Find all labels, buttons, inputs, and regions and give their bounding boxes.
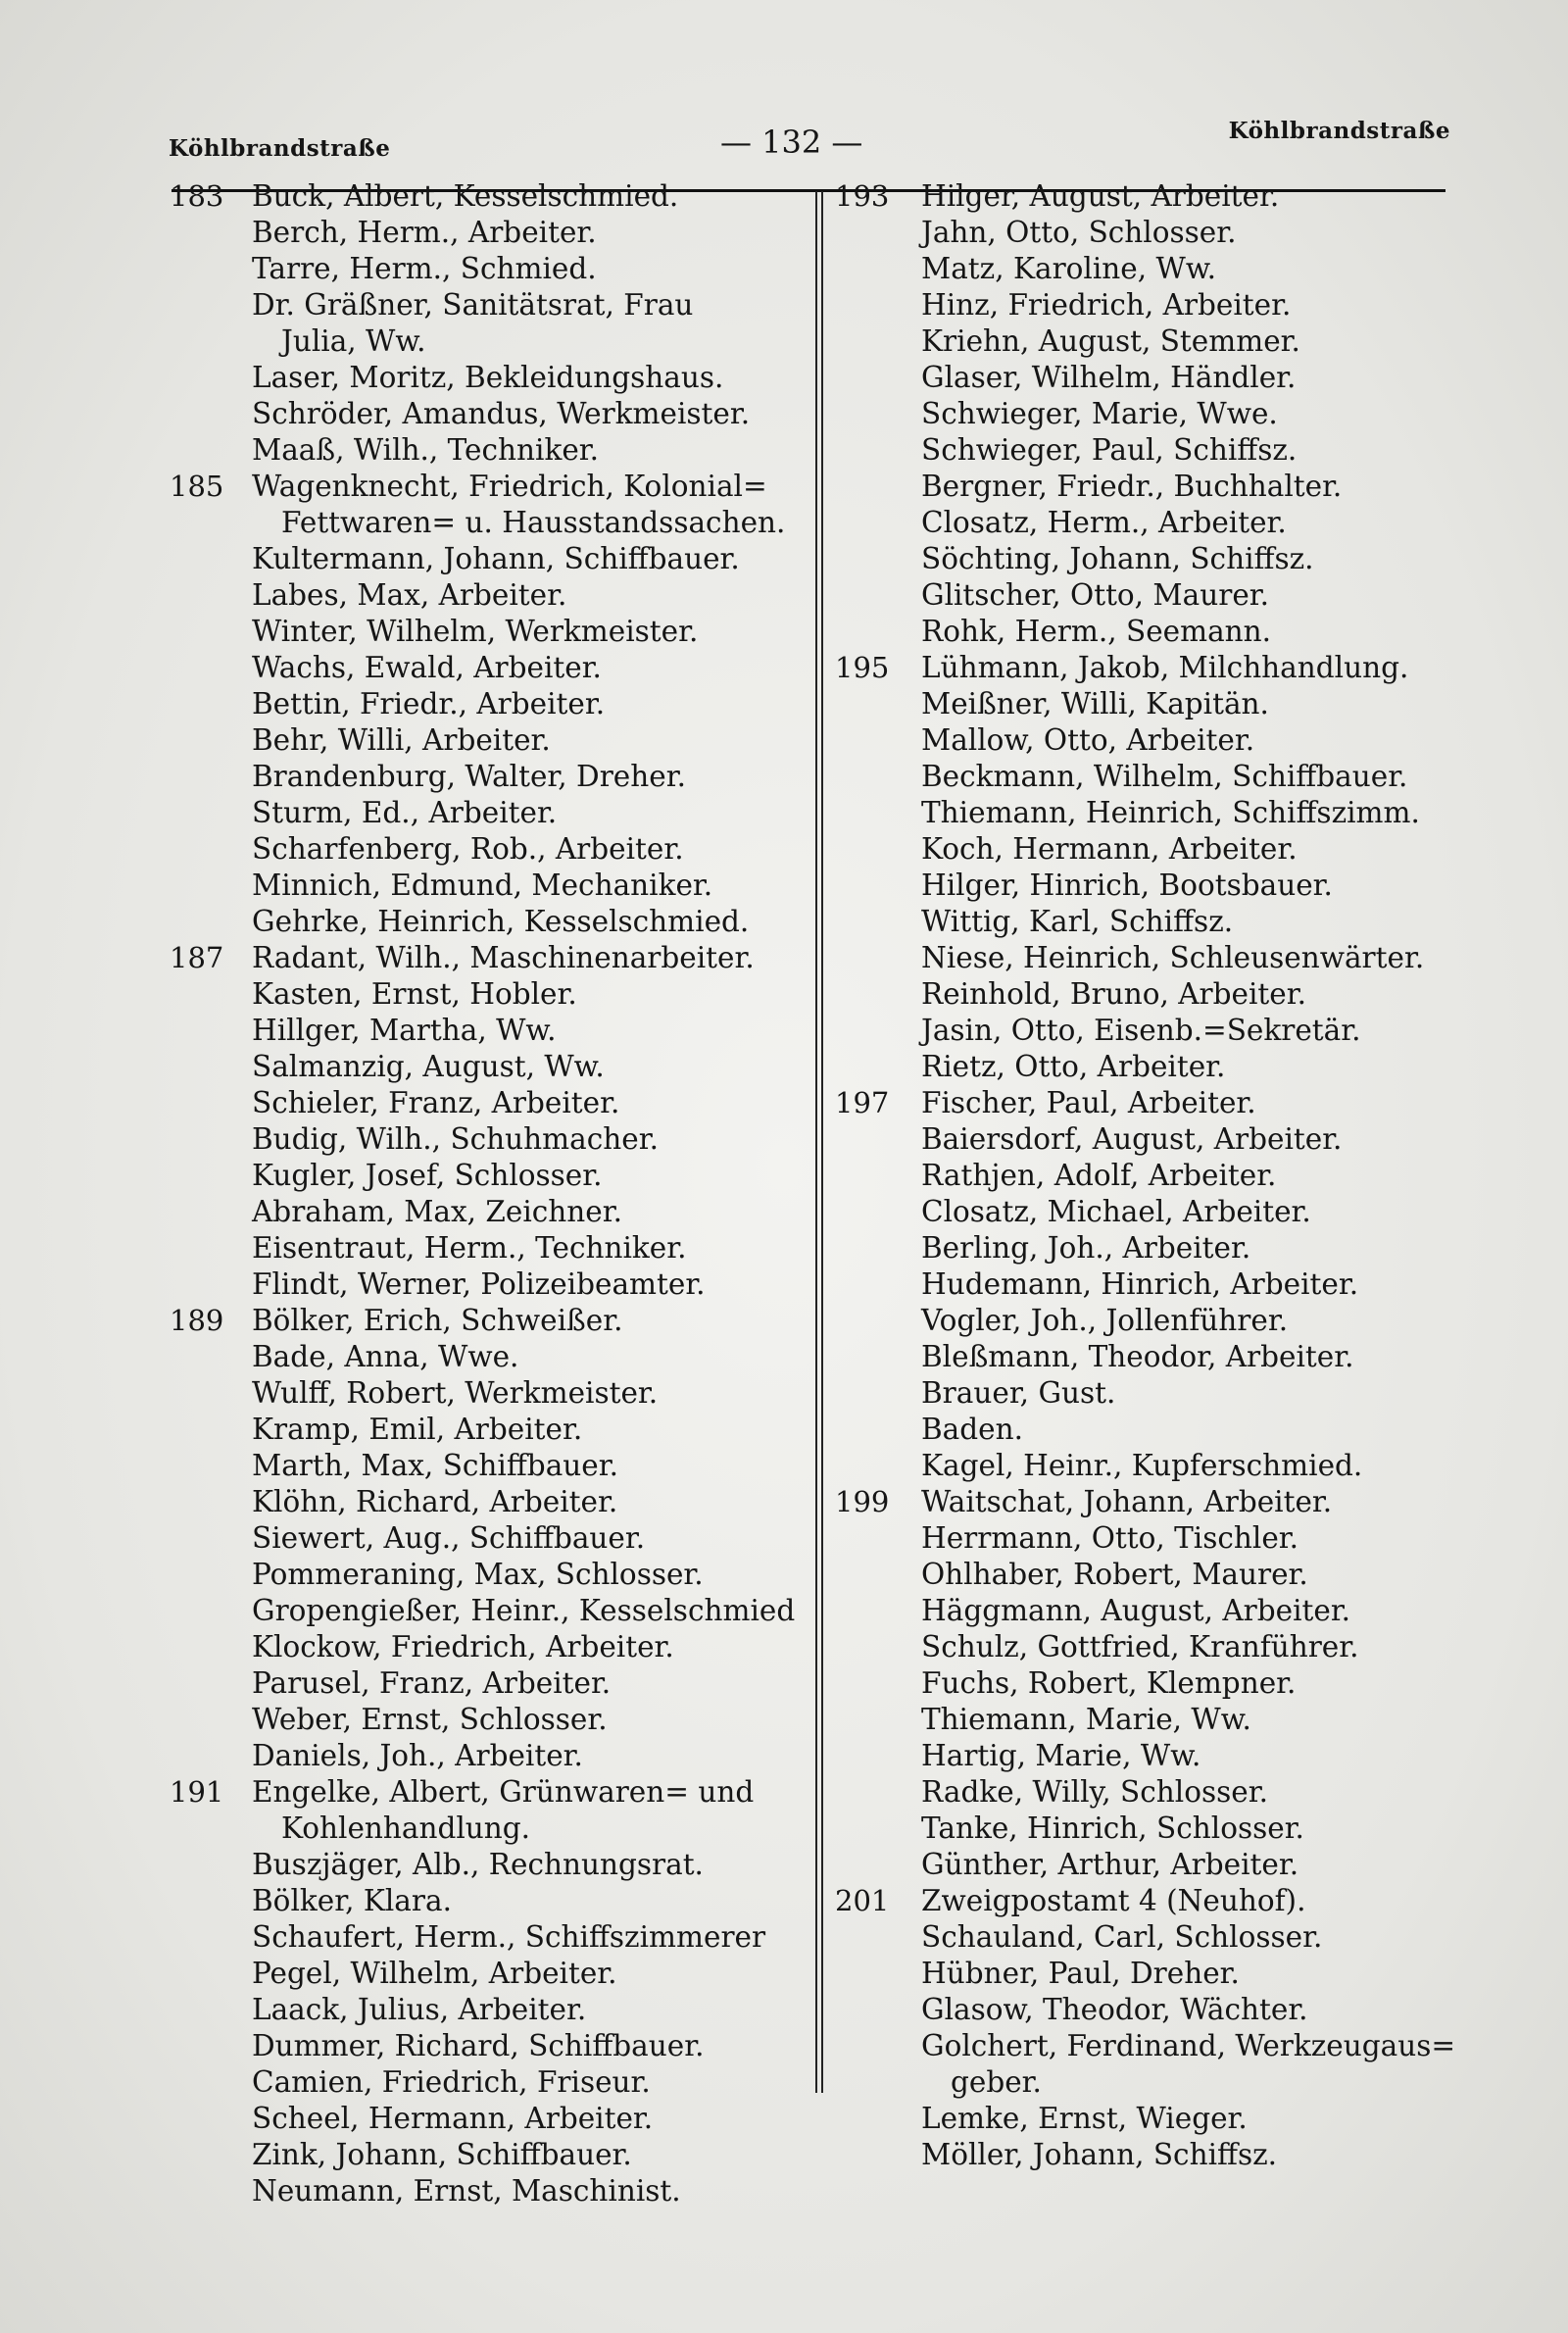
- resident-entry: Koch, Hermann, Arbeiter.: [921, 832, 1298, 866]
- house-number: 195: [835, 651, 890, 684]
- resident-entry: Minnich, Edmund, Mechaniker.: [252, 869, 713, 902]
- house-number: 185: [170, 470, 224, 503]
- resident-entry: Klockow, Friedrich, Arbeiter.: [252, 1630, 674, 1663]
- resident-entry: Hinz, Friedrich, Arbeiter.: [921, 288, 1292, 322]
- directory-entry: [831, 469, 1458, 505]
- directory-entry: [162, 1303, 813, 1339]
- directory-entry: [162, 396, 813, 432]
- resident-entry: Buck, Albert, Kesselschmied.: [252, 179, 679, 213]
- resident-entry: Matz, Karoline, Ww.: [921, 252, 1216, 285]
- resident-entry: Glaser, Wilhelm, Händler.: [921, 361, 1297, 394]
- resident-entry: Hartig, Marie, Ww.: [921, 1739, 1201, 1772]
- resident-entry: Rohk, Herm., Seemann.: [921, 615, 1272, 648]
- directory-entry: [162, 614, 813, 650]
- resident-entry: Berling, Joh., Arbeiter.: [921, 1231, 1251, 1265]
- resident-entry: Pommeraning, Max, Schlosser.: [252, 1558, 704, 1591]
- resident-entry: Closatz, Herm., Arbeiter.: [921, 506, 1287, 539]
- resident-entry: Möller, Johann, Schiffsz.: [921, 2138, 1278, 2171]
- directory-entry: [831, 722, 1458, 759]
- directory-entry: [162, 1738, 813, 1774]
- resident-entry: Fischer, Paul, Arbeiter.: [921, 1086, 1256, 1119]
- directory-entry: [831, 505, 1458, 541]
- resident-entry: Mallow, Otto, Arbeiter.: [921, 723, 1255, 757]
- resident-entry: Bergner, Friedr., Buchhalter.: [921, 470, 1343, 503]
- directory-entry: [831, 1847, 1458, 1883]
- resident-entry: Labes, Max, Arbeiter.: [252, 578, 567, 612]
- directory-entry: [831, 577, 1458, 614]
- resident-entry: Winter, Wilhelm, Werkmeister.: [252, 615, 699, 648]
- resident-entry: Pegel, Wilhelm, Arbeiter.: [252, 1957, 617, 1990]
- resident-entry: Berch, Herm., Arbeiter.: [252, 216, 597, 249]
- directory-entry: [162, 1484, 813, 1520]
- resident-entry: Schröder, Amandus, Werkmeister.: [252, 397, 751, 430]
- directory-entry: [831, 1738, 1458, 1774]
- directory-entry: [162, 1266, 813, 1303]
- resident-entry: Kramp, Emil, Arbeiter.: [252, 1413, 583, 1446]
- directory-entry: [162, 686, 813, 722]
- column-divider: [815, 191, 817, 2093]
- resident-entry: Kagel, Heinr., Kupferschmied.: [921, 1449, 1363, 1482]
- resident-entry: Scheel, Hermann, Arbeiter.: [252, 2102, 654, 2135]
- directory-entry: [162, 759, 813, 795]
- directory-entry: [162, 1992, 813, 2028]
- resident-entry: Gehrke, Heinrich, Kesselschmied.: [252, 905, 750, 938]
- resident-entry: Wittig, Karl, Schiffsz.: [921, 905, 1234, 938]
- directory-entry: [831, 1049, 1458, 1085]
- directory-entry: [162, 469, 813, 505]
- directory-entry: [831, 795, 1458, 831]
- resident-entry: Behr, Willi, Arbeiter.: [252, 723, 551, 757]
- directory-entry: [831, 1339, 1458, 1375]
- resident-entry: Camien, Friedrich, Friseur.: [252, 2065, 651, 2099]
- directory-entry: [162, 251, 813, 287]
- directory-entry: [831, 541, 1458, 577]
- directory-entry: [831, 1919, 1458, 1956]
- directory-entry: [831, 1557, 1458, 1593]
- resident-entry: Scharfenberg, Rob., Arbeiter.: [252, 832, 684, 866]
- resident-entry: Häggmann, August, Arbeiter.: [921, 1594, 1351, 1627]
- resident-entry: geber.: [951, 2065, 1042, 2099]
- resident-entry: Reinhold, Bruno, Arbeiter.: [921, 977, 1306, 1011]
- resident-entry: Golchert, Ferdinand, Werkzeugaus=: [921, 2029, 1456, 2062]
- house-number: 193: [835, 179, 890, 213]
- directory-entry: [162, 2137, 813, 2173]
- directory-entry: [831, 1593, 1458, 1629]
- directory-entry: [831, 323, 1458, 360]
- directory-entry: [162, 1230, 813, 1266]
- directory-entry: [162, 1883, 813, 1919]
- resident-entry: Hudemann, Hinrich, Arbeiter.: [921, 1267, 1359, 1301]
- directory-entry: [831, 1158, 1458, 1194]
- directory-entry: [831, 251, 1458, 287]
- resident-entry: Hilger, Hinrich, Bootsbauer.: [921, 869, 1333, 902]
- directory-entry: [162, 1520, 813, 1557]
- directory-entry: [831, 759, 1458, 795]
- resident-entry: Glasow, Theodor, Wächter.: [921, 1993, 1308, 2026]
- resident-entry: Radant, Wilh., Maschinenarbeiter.: [252, 941, 755, 974]
- resident-entry: Vogler, Joh., Jollenführer.: [921, 1304, 1289, 1337]
- directory-entry: [831, 686, 1458, 722]
- directory-entry: [831, 2137, 1458, 2173]
- house-number: 201: [835, 1884, 890, 1917]
- resident-entry: Siewert, Aug., Schiffbauer.: [252, 1521, 646, 1555]
- directory-entry: [831, 831, 1458, 868]
- directory-entry: [162, 831, 813, 868]
- resident-entry: Kriehn, August, Stemmer.: [921, 324, 1300, 358]
- left-column: [162, 178, 813, 2209]
- resident-entry: Sturm, Ed., Arbeiter.: [252, 796, 558, 829]
- directory-entry: [831, 1085, 1458, 1121]
- directory-entry: [831, 940, 1458, 976]
- directory-entry: [162, 1665, 813, 1702]
- directory-entry: [831, 2064, 1458, 2101]
- resident-entry: Tarre, Herm., Schmied.: [252, 252, 597, 285]
- resident-entry: Zink, Johann, Schiffbauer.: [252, 2138, 632, 2171]
- resident-entry: Lemke, Ernst, Wieger.: [921, 2102, 1248, 2135]
- resident-entry: Salmanzig, August, Ww.: [252, 1050, 605, 1083]
- resident-entry: Daniels, Joh., Arbeiter.: [252, 1739, 583, 1772]
- directory-entry: [162, 2101, 813, 2137]
- house-number: 183: [170, 179, 224, 213]
- directory-entry: [831, 1665, 1458, 1702]
- resident-entry: Herrmann, Otto, Tischler.: [921, 1521, 1299, 1555]
- directory-entry: [162, 1593, 813, 1629]
- resident-entry: Bade, Anna, Wwe.: [252, 1340, 519, 1373]
- resident-entry: Dr. Gräßner, Sanitätsrat, Frau: [252, 288, 694, 322]
- resident-entry: Jahn, Otto, Schlosser.: [921, 216, 1237, 249]
- resident-entry: Niese, Heinrich, Schleusenwärter.: [921, 941, 1425, 974]
- resident-entry: Rathjen, Adolf, Arbeiter.: [921, 1159, 1277, 1192]
- resident-entry: Bettin, Friedr., Arbeiter.: [252, 687, 606, 720]
- resident-entry: Wagenknecht, Friedrich, Kolonial=: [252, 470, 767, 503]
- resident-entry: Wulff, Robert, Werkmeister.: [252, 1376, 659, 1410]
- directory-entry: [831, 2101, 1458, 2137]
- directory-entry: [831, 1412, 1458, 1448]
- directory-entry: [162, 1412, 813, 1448]
- directory-entry: [162, 2064, 813, 2101]
- directory-entry: [162, 1774, 813, 1811]
- resident-entry: Weber, Ernst, Schlosser.: [252, 1703, 608, 1736]
- directory-entry: [831, 1448, 1458, 1484]
- directory-entry: [831, 614, 1458, 650]
- directory-entry: [831, 360, 1458, 396]
- resident-entry: Kasten, Ernst, Hobler.: [252, 977, 577, 1011]
- directory-entry: [831, 1992, 1458, 2028]
- resident-entry: Söchting, Johann, Schiffsz.: [921, 542, 1314, 575]
- directory-entry: [162, 432, 813, 469]
- directory-entry: [831, 1375, 1458, 1412]
- directory-entry: [831, 1883, 1458, 1919]
- directory-entry: [162, 1049, 813, 1085]
- directory-entry: [162, 178, 813, 215]
- directory-entry: [162, 1847, 813, 1883]
- resident-entry: Glitscher, Otto, Maurer.: [921, 578, 1270, 612]
- resident-entry: Schwieger, Paul, Schiffsz.: [921, 433, 1298, 467]
- directory-entry: [831, 2028, 1458, 2064]
- directory-entry: [162, 1375, 813, 1412]
- directory-entry: [162, 1121, 813, 1158]
- resident-entry: Budig, Wilh., Schuhmacher.: [252, 1122, 659, 1156]
- column-divider: [821, 191, 823, 2093]
- resident-entry: Lühmann, Jakob, Milchhandlung.: [921, 651, 1409, 684]
- resident-entry: Brandenburg, Walter, Dreher.: [252, 760, 686, 793]
- resident-entry: Baden.: [921, 1413, 1023, 1446]
- right-column: [831, 178, 1458, 2173]
- directory-entry: [831, 1121, 1458, 1158]
- directory-entry: [831, 396, 1458, 432]
- resident-entry: Wachs, Ewald, Arbeiter.: [252, 651, 602, 684]
- directory-entry: [162, 323, 813, 360]
- directory-entry: [831, 1702, 1458, 1738]
- resident-entry: Bölker, Klara.: [252, 1884, 452, 1917]
- resident-entry: Kohlenhandlung.: [281, 1812, 531, 1845]
- running-header-left: Köhlbrandstraße: [169, 135, 391, 162]
- directory-entry: [162, 541, 813, 577]
- directory-entry: [162, 1557, 813, 1593]
- directory-entry: [162, 650, 813, 686]
- directory-entry: [162, 1629, 813, 1665]
- directory-entry: [831, 976, 1458, 1013]
- resident-entry: Fuchs, Robert, Klempner.: [921, 1666, 1297, 1700]
- resident-entry: Neumann, Ernst, Maschinist.: [252, 2174, 681, 2208]
- directory-entry: [831, 1774, 1458, 1811]
- resident-entry: Hillger, Martha, Ww.: [252, 1014, 557, 1047]
- resident-entry: Rietz, Otto, Arbeiter.: [921, 1050, 1226, 1083]
- directory-entry: [162, 215, 813, 251]
- resident-entry: Bleßmann, Theodor, Arbeiter.: [921, 1340, 1354, 1373]
- directory-entry: [162, 505, 813, 541]
- page-number: — 132 —: [720, 124, 863, 161]
- directory-entry: [831, 1303, 1458, 1339]
- directory-entry: [162, 2173, 813, 2209]
- house-number: 189: [170, 1304, 224, 1337]
- directory-entry: [162, 940, 813, 976]
- resident-entry: Schieler, Franz, Arbeiter.: [252, 1086, 620, 1119]
- resident-entry: Ohlhaber, Robert, Maurer.: [921, 1558, 1308, 1591]
- directory-entry: [831, 650, 1458, 686]
- resident-entry: Maaß, Wilh., Techniker.: [252, 433, 600, 467]
- resident-entry: Schaufert, Herm., Schiffszimmerer: [252, 1920, 766, 1954]
- directory-entry: [831, 1520, 1458, 1557]
- resident-entry: Waitschat, Johann, Arbeiter.: [921, 1485, 1333, 1518]
- directory-entry: [162, 976, 813, 1013]
- directory-entry: [162, 1158, 813, 1194]
- resident-entry: Thiemann, Marie, Ww.: [921, 1703, 1251, 1736]
- directory-entry: [831, 1484, 1458, 1520]
- directory-entry: [162, 1194, 813, 1230]
- house-number: 191: [170, 1775, 224, 1809]
- directory-entry: [162, 722, 813, 759]
- directory-entry: [162, 577, 813, 614]
- directory-entry: [162, 2028, 813, 2064]
- resident-entry: Kugler, Josef, Schlosser.: [252, 1159, 603, 1192]
- directory-entry: [831, 287, 1458, 323]
- resident-entry: Buszjäger, Alb., Rechnungsrat.: [252, 1848, 704, 1881]
- resident-entry: Kultermann, Johann, Schiffbauer.: [252, 542, 740, 575]
- house-number: 187: [170, 941, 224, 974]
- directory-entry: [162, 1702, 813, 1738]
- resident-entry: Schwieger, Marie, Wwe.: [921, 397, 1278, 430]
- resident-entry: Tanke, Hinrich, Schlosser.: [921, 1812, 1304, 1845]
- resident-entry: Julia, Ww.: [281, 324, 426, 358]
- directory-entry: [162, 1339, 813, 1375]
- resident-entry: Marth, Max, Schiffbauer.: [252, 1449, 618, 1482]
- resident-entry: Eisentraut, Herm., Techniker.: [252, 1231, 687, 1265]
- house-number: 199: [835, 1485, 890, 1518]
- directory-entry: [831, 1266, 1458, 1303]
- resident-entry: Schauland, Carl, Schlosser.: [921, 1920, 1323, 1954]
- directory-entry: [831, 215, 1458, 251]
- directory-entry: [831, 1956, 1458, 1992]
- directory-entry: [162, 1919, 813, 1956]
- resident-entry: Schulz, Gottfried, Kranführer.: [921, 1630, 1359, 1663]
- directory-entry: [162, 868, 813, 904]
- resident-entry: Meißner, Willi, Kapitän.: [921, 687, 1269, 720]
- resident-entry: Laack, Julius, Arbeiter.: [252, 1993, 587, 2026]
- resident-entry: Parusel, Franz, Arbeiter.: [252, 1666, 612, 1700]
- resident-entry: Hilger, August, Arbeiter.: [921, 179, 1280, 213]
- directory-entry: [831, 868, 1458, 904]
- directory-entry: [831, 1013, 1458, 1049]
- resident-entry: Dummer, Richard, Schiffbauer.: [252, 2029, 705, 2062]
- resident-entry: Jasin, Otto, Eisenb.=Sekretär.: [921, 1014, 1361, 1047]
- directory-entry: [831, 432, 1458, 469]
- directory-entry: [831, 904, 1458, 940]
- directory-entry: [162, 287, 813, 323]
- directory-entry: [162, 904, 813, 940]
- directory-entry: [162, 1956, 813, 1992]
- resident-entry: Klöhn, Richard, Arbeiter.: [252, 1485, 618, 1518]
- directory-entry: [831, 1811, 1458, 1847]
- resident-entry: Engelke, Albert, Grünwaren= und: [252, 1775, 755, 1809]
- resident-entry: Flindt, Werner, Polizeibeamter.: [252, 1267, 706, 1301]
- resident-entry: Radke, Willy, Schlosser.: [921, 1775, 1268, 1809]
- resident-entry: Bölker, Erich, Schweißer.: [252, 1304, 623, 1337]
- running-header-right: Köhlbrandstraße: [1228, 118, 1450, 144]
- directory-entry: [162, 1013, 813, 1049]
- resident-entry: Laser, Moritz, Bekleidungshaus.: [252, 361, 724, 394]
- resident-entry: Abraham, Max, Zeichner.: [252, 1195, 622, 1228]
- resident-entry: Brauer, Gust.: [921, 1376, 1116, 1410]
- resident-entry: Günther, Arthur, Arbeiter.: [921, 1848, 1299, 1881]
- resident-entry: Beckmann, Wilhelm, Schiffbauer.: [921, 760, 1408, 793]
- resident-entry: Zweigpostamt 4 (Neuhof).: [921, 1884, 1306, 1917]
- directory-entry: [162, 795, 813, 831]
- directory-entry: [831, 1230, 1458, 1266]
- resident-entry: Hübner, Paul, Dreher.: [921, 1957, 1240, 1990]
- directory-entry: [162, 1811, 813, 1847]
- resident-entry: Baiersdorf, August, Arbeiter.: [921, 1122, 1343, 1156]
- resident-entry: Gropengießer, Heinr., Kesselschmied: [252, 1594, 796, 1627]
- directory-entry: [162, 360, 813, 396]
- house-number: 197: [835, 1086, 890, 1119]
- resident-entry: Closatz, Michael, Arbeiter.: [921, 1195, 1311, 1228]
- directory-entry: [831, 1194, 1458, 1230]
- directory-entry: [162, 1448, 813, 1484]
- resident-entry: Fettwaren= u. Hausstandssachen.: [281, 506, 786, 539]
- directory-entry: [831, 178, 1458, 215]
- directory-entry: [831, 1629, 1458, 1665]
- resident-entry: Thiemann, Heinrich, Schiffszimm.: [921, 796, 1420, 829]
- directory-entry: [162, 1085, 813, 1121]
